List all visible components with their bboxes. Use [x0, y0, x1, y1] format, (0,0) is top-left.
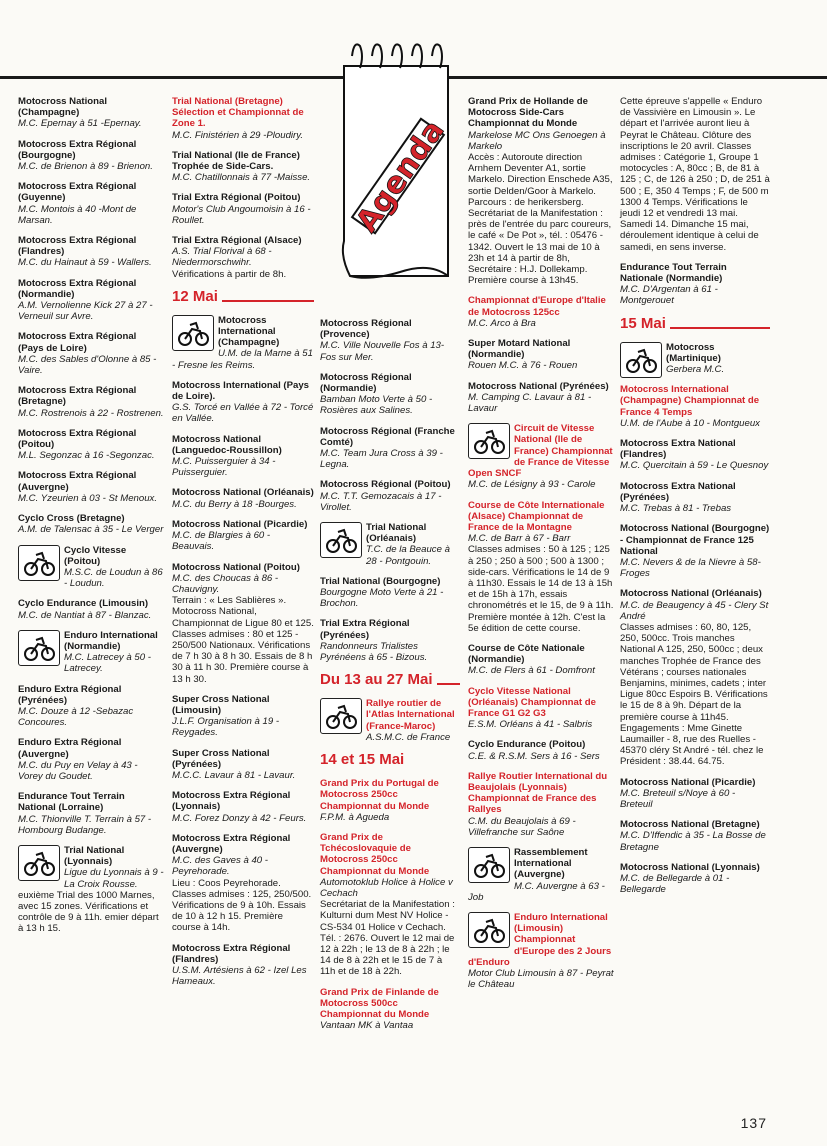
event-title: Super Cross National (Pyrénées) — [172, 747, 270, 770]
event-title: Motocross National (Bourgogne) - Championnat de France 125 National — [620, 523, 770, 557]
event-organizer: Markelose MC Ons Genoegen à Markelo — [468, 129, 606, 152]
event-organizer: M.C. du Hainaut à 59 - Wallers. — [18, 257, 152, 269]
agenda-event — [18, 181, 164, 226]
event-title: Motocross Extra Régional (Bretagne) — [18, 385, 137, 408]
event-organizer: M.C. Rostrenois à 22 - Rostrenen. — [18, 407, 164, 419]
event-organizer: T.C. de la Beauce à 28 - Pontgouin. — [366, 544, 450, 567]
event-title: Motocross Régional (Provence) — [320, 318, 412, 341]
event-title: Motocross International (Pays de Loire). — [172, 379, 310, 403]
agenda-event — [468, 338, 614, 372]
event-title: Motocross National (Languedoc-Roussillon) — [172, 433, 282, 456]
page-number: 137 — [740, 1115, 767, 1131]
agenda-event — [172, 562, 314, 685]
agenda-event — [172, 434, 314, 479]
event-title: Motocross Extra Régional (Normandie) — [18, 277, 137, 300]
column-1 — [18, 96, 164, 944]
agenda-label: Agenda — [349, 113, 452, 239]
event-organizer: M.C. de Brienon à 89 - Brienon. — [18, 161, 153, 173]
event-organizer: Bourgogne Moto Verte à 21 - Brochon. — [320, 587, 444, 610]
agenda-event — [18, 139, 164, 173]
event-details: euxième Trial des 1000 Marnes, avec 15 zones. Vérifications et contrôle de 9 à 11h. emier départ à 13 h 15. — [18, 889, 159, 935]
event-title: Rassemblement International (Auvergne) — [514, 846, 588, 881]
agenda-event — [320, 987, 460, 1032]
agenda-event — [18, 630, 164, 675]
event-title: Grand Prix de Tchécoslovaquie de Motocross 250cc Championnat du Monde — [320, 831, 430, 877]
motorcycle-icon — [18, 545, 60, 581]
column-4 — [468, 96, 614, 999]
event-title: Trial National (Bretagne) Sélection et Championnat de Zone 1. — [172, 96, 304, 130]
event-title: Motocross International (Champagne) Championnat de France 4 Temps — [620, 384, 760, 418]
event-organizer: M.C. Forez Donzy à 42 - Feurs. — [172, 812, 307, 824]
event-organizer: Motor's Club Angoumoisin à 16 - Roullet. — [172, 203, 311, 226]
event-organizer: M.C. de Lésigny à 93 - Carole — [468, 479, 596, 491]
event-organizer: U.M. de la Marne à 51 - Fresne les Reims. — [172, 348, 313, 371]
event-organizer: M.C. Team Jura Cross à 39 - Legna. — [320, 448, 443, 471]
agenda-event — [18, 684, 164, 729]
event-organizer: M.C. du Puy en Velay à 43 - Vorey du Goudet. — [18, 759, 138, 782]
motorcycle-icon — [320, 698, 362, 734]
event-title: Super Cross National (Limousin) — [172, 693, 270, 716]
agenda-event — [620, 262, 770, 307]
event-organizer: M.C. de Blargies à 60 - Beauvais. — [172, 530, 271, 553]
event-organizer: C.M. du Beaujolais à 69 - Villefranche sur Saône — [468, 815, 576, 838]
agenda-event — [468, 686, 614, 731]
agenda-event — [18, 845, 164, 935]
event-organizer: A.S.M.C. de France — [366, 731, 451, 743]
agenda-event — [18, 428, 164, 462]
event-organizer: M.C. Yzeurien à 03 - St Menoux. — [18, 492, 157, 504]
motorcycle-icon — [468, 847, 510, 883]
event-details: Terrain : « Les Sablières ». Motocross National, Championnat de Ligue 80 et 125. Classes admises : 80 et 125 - 250/500 Nationaux. Vérifications de 7 h 30 à 8 h 30. Essais de 8 h 30 à 11 h 30. Première course à 13 h 30. — [172, 595, 314, 685]
date-heading-13-27-mai: Du 13 au 27 Mai — [320, 672, 460, 688]
event-organizer: Bamban Moto Verte à 50 -Rosières aux Salines. — [320, 394, 433, 417]
event-title: Enduro International (Limousin) Championnat d'Europe des 2 Jours d'Enduro — [468, 912, 612, 968]
event-title: Championnat d'Europe d'Italie de Motocross 125cc — [468, 295, 606, 318]
event-title: Motocross Extra Régional (Lyonnais) — [172, 790, 291, 813]
motorcycle-icon — [468, 912, 510, 948]
event-title: Rallye Routier International du Beaujolais (Lyonnais) Championnat de France des Rallyes — [468, 770, 608, 816]
event-title: Course de Côte Internationale (Alsace) Championnat de France de la Montagne — [468, 499, 605, 533]
agenda-event — [320, 522, 460, 567]
agenda-event — [172, 315, 314, 371]
agenda-event — [172, 694, 314, 739]
agenda-event — [172, 235, 314, 280]
event-title: Motocross National (Pyrénées) — [468, 380, 609, 392]
event-organizer: M.C. des Sables d'Olonne à 85 - Vaire. — [18, 353, 157, 377]
date-heading-14-15-mai: 14 et 15 Mai — [320, 751, 405, 769]
agenda-event — [18, 385, 164, 419]
event-organizer: M.C. Arco à Bra — [468, 317, 536, 329]
agenda-event — [320, 576, 460, 610]
event-organizer: A.M. de Talensac à 35 - Le Verger — [18, 524, 164, 536]
date-heading-12-mai: 12 Mai — [172, 289, 314, 305]
event-organizer: M.C. Latrecey à 50 -Latrecey. — [64, 652, 151, 675]
event-organizer: M.C. D'Iffendic à 35 - La Bosse de Bretagne — [620, 830, 766, 853]
event-title: Motocross National (Poitou) — [172, 561, 300, 573]
event-details: Lieu : Coos Peyrehorade. Classes admises : 125, 250/500. Vérifications de 9 à 10h. Essais de 10 à 12 h 15. Première course à 14h. — [172, 877, 312, 934]
column-3 — [320, 318, 460, 1040]
event-title: Motocross Extra Régional (Auvergne) — [172, 832, 291, 855]
agenda-event — [620, 384, 770, 429]
event-organizer: M.C. de Beaugency à 45 - Clery St André — [620, 599, 769, 622]
agenda-event — [468, 500, 614, 634]
agenda-event — [172, 96, 314, 141]
event-title: Motocross National (Picardie) — [620, 776, 756, 788]
event-title: Cyclo Vitesse National (Orléanais) Championnat de France G1 G2 G3 — [468, 685, 596, 719]
event-title: Trial National (Orléanais) — [366, 522, 427, 545]
event-title: Grand Prix de Hollande de Motocross Side-Cars Championnat du Monde — [468, 96, 588, 130]
agenda-event — [18, 513, 164, 535]
event-title: Trial National (Ile de France) Trophée de Side-Cars. — [172, 149, 300, 173]
event-organizer: M.S.C. de Loudun à 86 - Loudun. — [64, 566, 163, 590]
event-organizer: Rouen M.C. à 76 - Rouen — [468, 360, 578, 372]
event-title: Cyclo Endurance (Poitou) — [468, 739, 586, 751]
event-title: Endurance Tout Terrain National (Lorraine) — [18, 791, 125, 814]
agenda-event — [18, 470, 164, 504]
event-title: Motocross Extra National (Pyrénées) — [620, 480, 736, 503]
event-title: Motocross Régional (Franche Comté) — [320, 425, 455, 448]
event-organizer: M.C. Chatillonnais à 77 -Maisse. — [172, 172, 311, 184]
agenda-event — [620, 777, 770, 811]
event-organizer: Automotoklub Holice à Holice v Cechach — [320, 876, 453, 899]
agenda-event — [18, 737, 164, 782]
motorcycle-icon — [320, 522, 362, 558]
agenda-event — [620, 819, 770, 853]
column-2 — [172, 96, 314, 996]
event-title: Motocross Régional (Normandie) — [320, 371, 412, 395]
agenda-event — [620, 588, 770, 767]
agenda-event — [172, 192, 314, 226]
event-organizer: M.C. Puisserguier à 34 - Puisserguier. — [172, 456, 276, 479]
event-organizer: G.S. Torcé en Vallée à 72 - Torcé en Vallée. — [172, 402, 314, 425]
event-organizer: A.S. Trial Florival à 68 - Niedermorschwihr. — [172, 246, 272, 269]
event-title: Grand Prix de Finlande de Motocross 500cc Championnat du Monde — [320, 986, 439, 1020]
event-title: Enduro Extra Régional (Pyrénées) — [18, 683, 122, 706]
agenda-event — [18, 791, 164, 836]
event-title: Circuit de Vitesse National (Ile de France) Championnat de France de Vitesse Open SNCF — [468, 423, 613, 480]
agenda-event — [620, 96, 770, 253]
event-organizer: M.C. de Nantiat à 87 - Blanzac. — [18, 609, 152, 621]
event-organizer: M.C. Quercitain à 59 - Le Quesnoy — [620, 460, 769, 472]
agenda-event — [320, 832, 460, 978]
event-details: Cette épreuve s'appelle « Enduro de Vassivière en Limousin ». Le départ et l'arrivée auront lieu à Peyrat le Château. Clôture des inscriptions le 20 avril. Classes admises : Catégorie 1, Groupe 1 motocycles : A, 80cc ; B, de 81 à 125 ; C, de 126 à 250 ; D, de 251 à 500 ; E, 350 4 Temps ; F, de 500 m 1300 4 Temps. Vérifications le jeudi 12 et vendredi 13 mai. Samedi 14. Dimanche 15 mai, déroulement identique à celui de samedi, en sens inverse. — [620, 96, 770, 253]
event-organizer: E.S.M. Orléans à 41 - Salbris — [468, 719, 593, 731]
agenda-event — [468, 643, 614, 677]
event-title: Motocross International (Champagne) — [218, 314, 280, 349]
event-organizer: Randonneurs Trialistes Pyrénéens à 65 - Bizous. — [320, 640, 428, 664]
agenda-event — [320, 426, 460, 471]
motorcycle-icon — [620, 342, 662, 378]
motorcycle-icon — [172, 315, 214, 351]
event-organizer: J.L.F. Organisation à 19 - Reygades. — [172, 716, 280, 739]
event-title: Motocross Extra Régional (Auvergne) — [18, 470, 137, 493]
motorcycle-icon — [18, 630, 60, 666]
agenda-event — [620, 523, 770, 579]
event-organizer: M.C. Douze à 12 -Sebazac Concoures. — [18, 705, 134, 729]
agenda-event — [468, 295, 614, 329]
event-title: Trial National (Lyonnais) — [64, 844, 125, 868]
event-title: Motocross Extra Régional (Bourgogne) — [18, 138, 137, 161]
event-organizer: Ligue du Lyonnais à 9 - La Croix Rousse. — [64, 867, 164, 890]
event-title: Motocross (Martinique) — [666, 341, 721, 364]
agenda-event — [468, 771, 614, 838]
event-details: Vérifications à partir de 8h. — [172, 268, 287, 280]
agenda-event — [468, 912, 614, 990]
event-title: Trial National (Bourgogne) — [320, 575, 441, 587]
agenda-notepad-graphic — [330, 26, 470, 296]
agenda-event — [468, 96, 614, 286]
event-title: Motocross National (Champagne) — [18, 96, 108, 119]
event-organizer: M.C. de Bellegarde à 01 - Bellegarde — [620, 872, 730, 896]
agenda-event — [172, 380, 314, 425]
event-organizer: Motor Club Limousin à 87 - Peyrat le Château — [468, 968, 614, 991]
event-title: Cyclo Endurance (Limousin) — [18, 598, 149, 610]
event-organizer: M.C. des Choucas à 86 - Chauvigny. — [172, 572, 279, 595]
event-organizer: M.C. Breteuil s/Noye à 60 - Breteuil — [620, 787, 736, 810]
date-heading-15-mai: 15 Mai — [620, 316, 770, 332]
agenda-event — [620, 481, 770, 515]
event-title: Trial Extra Régional (Poitou) — [172, 192, 301, 204]
event-organizer: Vantaan MK à Vantaa — [320, 1020, 414, 1032]
event-title: Enduro Extra Régional (Auvergne) — [18, 737, 122, 760]
agenda-event — [320, 318, 460, 363]
agenda-event — [172, 487, 314, 509]
agenda-event — [172, 519, 314, 553]
event-organizer: U.S.M. Artésiens à 62 - Izel Les Hameaux. — [172, 965, 307, 988]
event-title: Motocross Extra Régional (Pays de Loire) — [18, 331, 137, 354]
event-organizer: M.C. Epernay à 51 -Epernay. — [18, 118, 142, 130]
agenda-event — [18, 96, 164, 130]
event-organizer: M.C. T.T. Gemozacais à 17 - Virollet. — [320, 490, 442, 513]
motorcycle-icon — [468, 423, 510, 459]
event-title: Motocross National (Picardie) — [172, 518, 308, 530]
event-title: Motocross Extra Régional (Flandres) — [18, 235, 137, 258]
agenda-event — [18, 235, 164, 269]
event-organizer: M.C. Thionville T. Terrain à 57 - Hombourg Budange. — [18, 813, 152, 836]
agenda-event — [18, 331, 164, 376]
event-organizer: M.C. Finistérien à 29 -Ploudiry. — [172, 129, 303, 141]
event-organizer: A.M. Vernolienne Kick 27 à 27 - Verneuil sur Avre. — [18, 300, 153, 323]
event-title: Grand Prix du Portugal de Motocross 250cc Championnat du Monde — [320, 778, 439, 812]
agenda-event — [468, 381, 614, 415]
agenda-event — [468, 847, 614, 903]
event-title: Super Motard National (Normandie) — [468, 338, 571, 361]
event-organizer: M.C. Nevers & de la Nievre à 58-Froges — [620, 556, 761, 580]
event-organizer: M.C. des Gaves à 40 - Peyrehorade. — [172, 855, 268, 878]
event-title: Endurance Tout Terrain Nationale (Normandie) — [620, 261, 727, 285]
agenda-event — [172, 833, 314, 934]
agenda-event — [172, 943, 314, 988]
event-organizer: M.C. Auvergne à 63 - Job — [468, 880, 605, 903]
event-organizer: M.C. du Berry à 18 -Bourges. — [172, 498, 297, 510]
agenda-event — [172, 150, 314, 184]
event-title: Motocross Extra National (Flandres) — [620, 438, 736, 461]
event-details: Classes admises : 60, 80, 125, 250, 500cc. Trois manches National A 125, 250, 500cc ; deux manches Trophée de France des Vétérans ; courses nationales Benjamins, minimes, cadets ; inter Ligue 80cc Espoirs B. Vérifications le 15 de 8 à 9h. Départ de la première course à 11h45. Engagements : Mme Ginette Laumailler - 8, rue des Ruelles - 45370 cléry St André - tél. chez le Président : 38.44. 64.75. — [620, 621, 768, 768]
event-details: Accès : Autoroute direction Arnhem Deventer A1, sortie Markelo. Direction Enschede A35, sortie Delden/Goor à Markelo. Parcours : de herikersberg. Secrétariat de la Manifestation : près de l'entrée du parc coureurs, le café « De Pot », tél. : 05476 - 1342. Ouvert le 13 mai de 10 à 23h et 14 à partir de 8h, Secrétaire : H.J. Dollekamp. Première course à 13h45. — [468, 152, 613, 287]
event-title: Course de Côte Nationale (Normandie) — [468, 642, 585, 666]
agenda-event — [320, 479, 460, 513]
event-title: Motocross National (Bretagne) — [620, 819, 760, 831]
event-organizer: M.C. de Barr à 67 - Barr — [468, 533, 571, 545]
event-organizer: M.L. Segonzac à 16 -Segonzac. — [18, 450, 155, 462]
agenda-event — [468, 739, 614, 761]
event-title: Cyclo Cross (Bretagne) — [18, 513, 125, 525]
agenda-event — [18, 545, 164, 590]
agenda-event — [468, 423, 614, 490]
event-organizer: M. Camping C. Lavaur à 81 -Lavaur — [468, 391, 592, 415]
agenda-event — [320, 698, 460, 743]
agenda-event — [320, 372, 460, 417]
event-organizer: M.C. Montois à 40 -Mont de Marsan. — [18, 203, 137, 226]
motorcycle-icon — [18, 845, 60, 881]
agenda-event — [620, 862, 770, 896]
event-title: Motocross National (Orléanais) — [620, 588, 762, 600]
event-title: Enduro International (Normandie) — [64, 629, 158, 652]
event-title: Trial Extra Régional (Alsace) — [172, 235, 302, 247]
event-organizer: Gerbera M.C. — [666, 364, 725, 376]
event-title: Motocross Extra Régional (Flandres) — [172, 942, 291, 965]
event-title: Motocross National (Orléanais) — [172, 487, 314, 499]
event-title: Cyclo Vitesse (Poitou) — [64, 544, 127, 567]
column-5 — [620, 96, 770, 904]
event-organizer: M.C. D'Argentan à 61 - Montgerouet — [620, 284, 718, 307]
event-details: Secrétariat de la Manifestation : Kulturni dum Mest NV Holice - CS-534 01 Holice v Cechach. Tél. : 2676. Ouvert le 12 mai de 12 à 22h ; le 13 de 8 à 22h ; le 14 de 8 à 22h et le 15 de 7 à 11h et de 18 à 22h. — [320, 899, 455, 978]
event-organizer: U.M. de l'Aube à 10 - Montgueux — [620, 417, 760, 429]
event-organizer: M.C. Ville Nouvelle Fos à 13- Fos sur Mer. — [320, 340, 445, 363]
agenda-event — [18, 278, 164, 323]
agenda-event — [172, 790, 314, 824]
event-title: Motocross Extra Régional (Poitou) — [18, 427, 137, 451]
event-details: Classes admises : 50 à 125 ; 125 à 250 ; 250 à 500 ; 500 à 1300 ; side-cars. Vérifications le 14 de 9 à 11h30. Essais le 14 de 13 à 15h et de 15h à 17h, essais chronométrés et le 15, de 9 à 11h. Première montée à 12h. C'est la 5e édition de cette course. — [468, 544, 614, 634]
event-organizer: M.C.C. Lavaur à 81 - Lavaur. — [172, 769, 296, 781]
event-organizer: C.E. & R.S.M. Sers à 16 - Sers — [468, 750, 600, 762]
event-title: Motocross Extra Régional (Guyenne) — [18, 181, 137, 204]
event-title: Trial Extra Régional (Pyrénées) — [320, 618, 410, 641]
event-organizer: M.C. Trebas à 81 - Trebas — [620, 503, 732, 515]
event-organizer: F.P.M. à Agueda — [320, 811, 390, 823]
agenda-event — [620, 342, 770, 376]
agenda-event — [320, 778, 460, 823]
agenda-event — [172, 748, 314, 782]
agenda-event — [320, 618, 460, 663]
event-title: Motocross Régional (Poitou) — [320, 479, 451, 491]
agenda-event — [18, 598, 164, 620]
event-title: Motocross National (Lyonnais) — [620, 861, 760, 873]
agenda-event — [620, 438, 770, 472]
event-title: Rallye routier de l'Atlas International (France-Maroc) — [366, 698, 455, 732]
event-organizer: M.C. de Flers à 61 - Domfront — [468, 665, 595, 677]
